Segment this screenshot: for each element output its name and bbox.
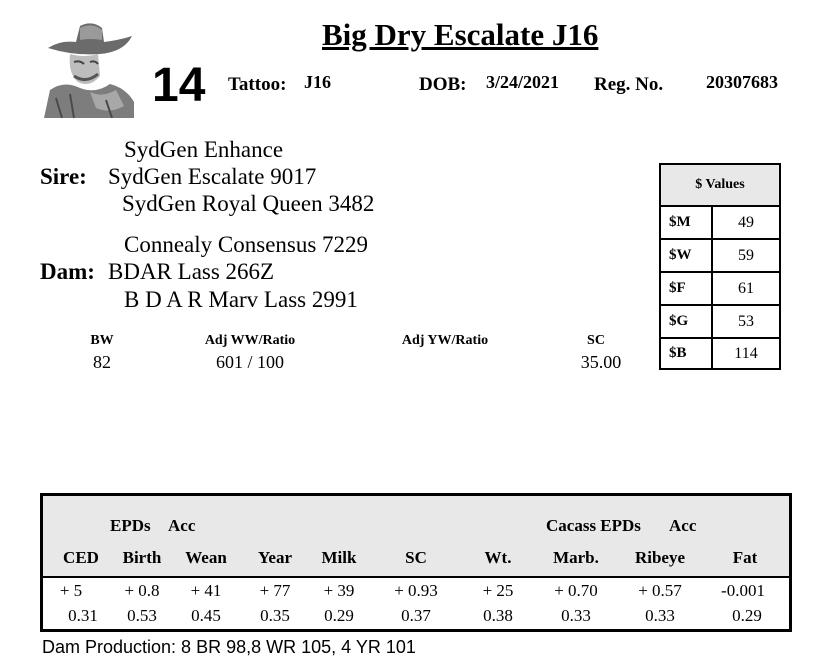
epd-value-fat: -0.001 [721,581,765,600]
dollar-values-header: $ Values [661,165,779,207]
sc-label: SC [587,333,605,348]
epd-value-year: + 77 [259,581,291,600]
acc-value-ced: 0.31 [68,606,98,625]
dollar-value-row [661,207,779,240]
dollar-value-label: $B [661,339,713,368]
epd-col-wean: Wean [185,548,227,567]
epd-col-ced: CED [63,548,99,567]
dollar-value-number: 59 [738,246,754,264]
acc-value-milk: 0.29 [324,606,354,625]
dam-production-note: Dam Production: 8 BR 98,8 WR 105, 4 YR 101 [42,637,416,657]
epd-col-fat: Fat [732,548,758,567]
dob-label: DOB: [419,74,467,95]
dollar-value-label: $M [661,207,713,238]
epd-col-birth: Birth [122,548,162,567]
reg-label: Reg. No. [594,74,664,95]
dollar-value-label: $F [661,273,713,304]
epd-col-marb: Marb. [553,548,599,567]
acc-value-year: 0.35 [260,606,290,625]
acc-value-ribeye: 0.33 [645,606,675,625]
cowboy-logo [40,18,136,118]
epd-table-header [43,496,789,578]
dollar-value-number: 114 [734,344,758,362]
acc-value-wean: 0.45 [191,606,221,625]
lot-number: 14 [152,59,206,112]
sire-name: SydGen Escalate 9017 [108,164,317,189]
dollar-value-number: 49 [738,213,754,231]
dam-name: BDAR Lass 266Z [108,259,275,284]
bw-value: 82 [93,352,111,372]
dob-value: 3/24/2021 [486,72,560,92]
epd-col-wt: Wt. [484,548,512,567]
dollar-value-row [661,339,779,368]
dollar-value-label: $G [661,306,713,337]
epd-value-ribeye: + 0.57 [638,581,682,600]
epd-col-ribeye: Ribeye [634,548,686,567]
adj-ww-value: 601 / 100 [215,352,284,372]
carcass-acc-label: Acc [669,516,697,535]
dollar-values-table [659,163,781,370]
acc-value-marb: 0.33 [561,606,591,625]
dollar-value-row [661,306,779,339]
dollar-value-number: 53 [738,312,754,330]
epd-value-wean: + 41 [190,581,222,600]
epd-value-sc: + 0.93 [394,581,438,600]
dollar-value-label: $W [661,240,713,271]
epd-col-sc: SC [405,548,427,567]
dollar-value-number: 61 [738,279,754,297]
epd-col-milk: Milk [321,548,357,567]
epd-value-milk: + 39 [323,581,355,600]
epds-acc-label: Acc [168,516,196,535]
dam-label: Dam: [40,259,95,284]
epds-group-label: EPDs [110,516,151,535]
sire-sire: SydGen Enhance [124,137,284,162]
dam-sire: Connealy Consensus 7229 [124,232,369,257]
dam-dam: B D A R Marv Lass 2991 [124,287,358,312]
epd-value-birth: + 0.8 [124,581,160,600]
acc-value-sc: 0.37 [401,606,431,625]
adj-ww-label: Adj WW/Ratio [204,333,296,348]
acc-value-birth: 0.53 [127,606,157,625]
acc-value-wt: 0.38 [483,606,513,625]
sc-value: 35.00 [580,352,622,372]
tattoo-value: J16 [304,72,331,92]
dollar-value-row [661,273,779,306]
tattoo-label: Tattoo: [228,74,287,95]
acc-value-fat: 0.29 [732,606,762,625]
epd-col-year: Year [258,548,292,567]
epd-table [40,493,792,632]
adj-yw-label: Adj YW/Ratio [401,333,489,348]
epd-value-ced: + 5 [59,581,83,600]
dollar-value-row [661,240,779,273]
sire-dam: SydGen Royal Queen 3482 [122,191,375,216]
carcass-group-label: Cacass EPDs [546,516,641,535]
reg-value: 20307683 [706,72,778,92]
animal-name-title: Big Dry Escalate J16 [322,17,599,52]
epd-value-wt: + 25 [482,581,514,600]
sire-label: Sire: [40,164,87,189]
bw-label: BW [90,333,114,348]
epd-value-marb: + 0.70 [554,581,598,600]
